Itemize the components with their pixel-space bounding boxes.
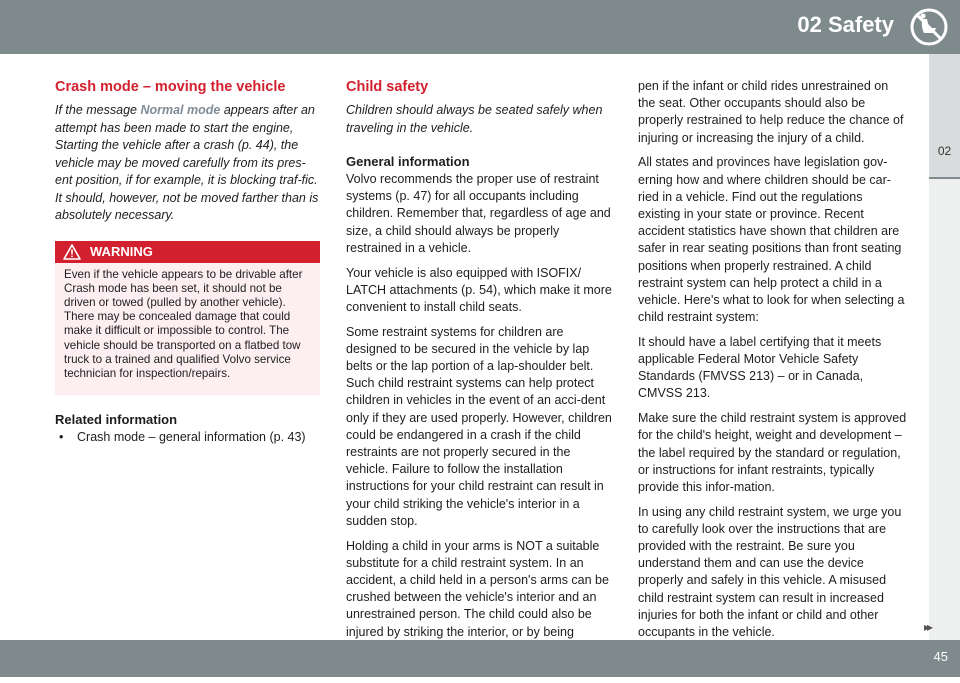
intro-text-start: If the message [55, 103, 141, 117]
warning-triangle-icon [63, 244, 81, 260]
chapter-side-tab[interactable] [929, 54, 960, 179]
related-information-list [55, 429, 320, 446]
body-paragraph: pen if the infant or child rides unrestrained on the seat. Other occupants should also be properly restrained to help reduce the chance of injuring or increasing the injury of a child. [638, 79, 904, 145]
next-page-indicator[interactable]: ▸▸ [924, 620, 931, 634]
page-number: 45 [933, 649, 948, 664]
body-paragraph: Holding a child in your arms is NOT a suitable substitute for a child restraint system. In an accident, a child held in a person's arms can be crushed between the vehicle's interior and an unrestrained person. The child could also be injured by striking the interior, or by being [346, 538, 609, 639]
body-paragraph: All states and provinces have legislation gov-erning how and where children should be car-ried in a vehicle. Find out the regulations existing in your state or province. Recent accident statistics have shown that children are safer in rear seating positions than front seating positions when properly restrained. A child restraint system can help protect a child in a vehicle. Here's what to look for when selecting a child restraint system: [638, 155, 905, 325]
body-paragraph: In using any child restraint system, we urge you to carefully look over the instructions that are provided with the restraint. Be sure you understand them and can use the device properly and safely in this vehicle. A misused child restraint system can result in increased injuries for both the infant or child and other occupants in the vehicle. [638, 504, 902, 640]
intro-text-end: appears after an attempt has been made to start the engine, Starting the vehicle after a crash (p. 44), the vehicle may be moved carefully from its pres-ent position, if for example, it is blocking traf-fic. It should, however, not be moved farther than is absolutely necessary. [55, 103, 319, 222]
column-child-safety-continued [638, 78, 908, 649]
child-safety-intro: Children should always be seated safely when traveling in the vehicle. [346, 103, 603, 135]
body-paragraph: Your vehicle is also equipped with ISOFIX/ LATCH attachments (p. 54), which make it more convenient to install child seats. [346, 265, 612, 314]
header-bar [0, 0, 960, 54]
related-information-heading: Related information [55, 412, 178, 428]
crash-mode-heading: Crash mode – moving the vehicle [55, 79, 286, 95]
column-child-safety [346, 78, 614, 683]
crash-mode-intro [55, 102, 320, 225]
normal-mode-message: Normal mode [140, 103, 221, 117]
related-link[interactable]: • Crash mode – general information (p. 43) [55, 429, 320, 446]
footer-bar [0, 640, 960, 677]
chapter-title: 02 Safety [797, 12, 894, 37]
warning-box [55, 241, 320, 396]
body-paragraph: Make sure the child restraint system is approved for the child's height, weight and development – the label required by the standard or regulation, or instructions for infant restraints, typically provide this infor-mation. [638, 411, 907, 494]
warning-header [55, 241, 320, 263]
warning-text: Even if the vehicle appears to be drivable after Crash mode has been set, it should not be driven or towed (pulled by another vehicle). There may be concealed damage that could make it difficult or impossible to control. The vehicle should be transported on a flatbed tow truck to a trained and qualified Volvo service technician for inspection/repairs. [64, 267, 303, 380]
body-paragraph: Volvo recommends the proper use of restraint systems (p. 47) for all occupants including children. Remember that, regardless of age and size, a child should always be properly restrained in a vehicle. [346, 172, 611, 255]
body-paragraph: It should have a label certifying that it meets applicable Federal Motor Vehicle Safety Standards (FMVSS 213) – or in Canada, CMVSS 213. [638, 334, 882, 401]
warning-title: WARNING [90, 243, 153, 259]
side-tab-label: 02 [937, 144, 952, 158]
child-safety-heading: Child safety [346, 79, 429, 95]
side-tab-track [929, 179, 960, 640]
no-child-seat-icon [907, 6, 951, 48]
body-paragraph: Some restraint systems for children are designed to be secured in the vehicle by lap belts or the lap portion of a lap-shoulder belt. Such child restraint systems can help protect children in vehicles in the event of an acci-dent only if they are used properly. However, children could be endangered in a crash if the child restraints are not properly secured in the vehicle. Failure to follow the installation instructions for your child restraint can result in your child striking the vehicle's interior in a sudden stop. [346, 324, 612, 528]
column-crash-mode [55, 78, 320, 446]
general-information-heading: General information [346, 154, 470, 169]
